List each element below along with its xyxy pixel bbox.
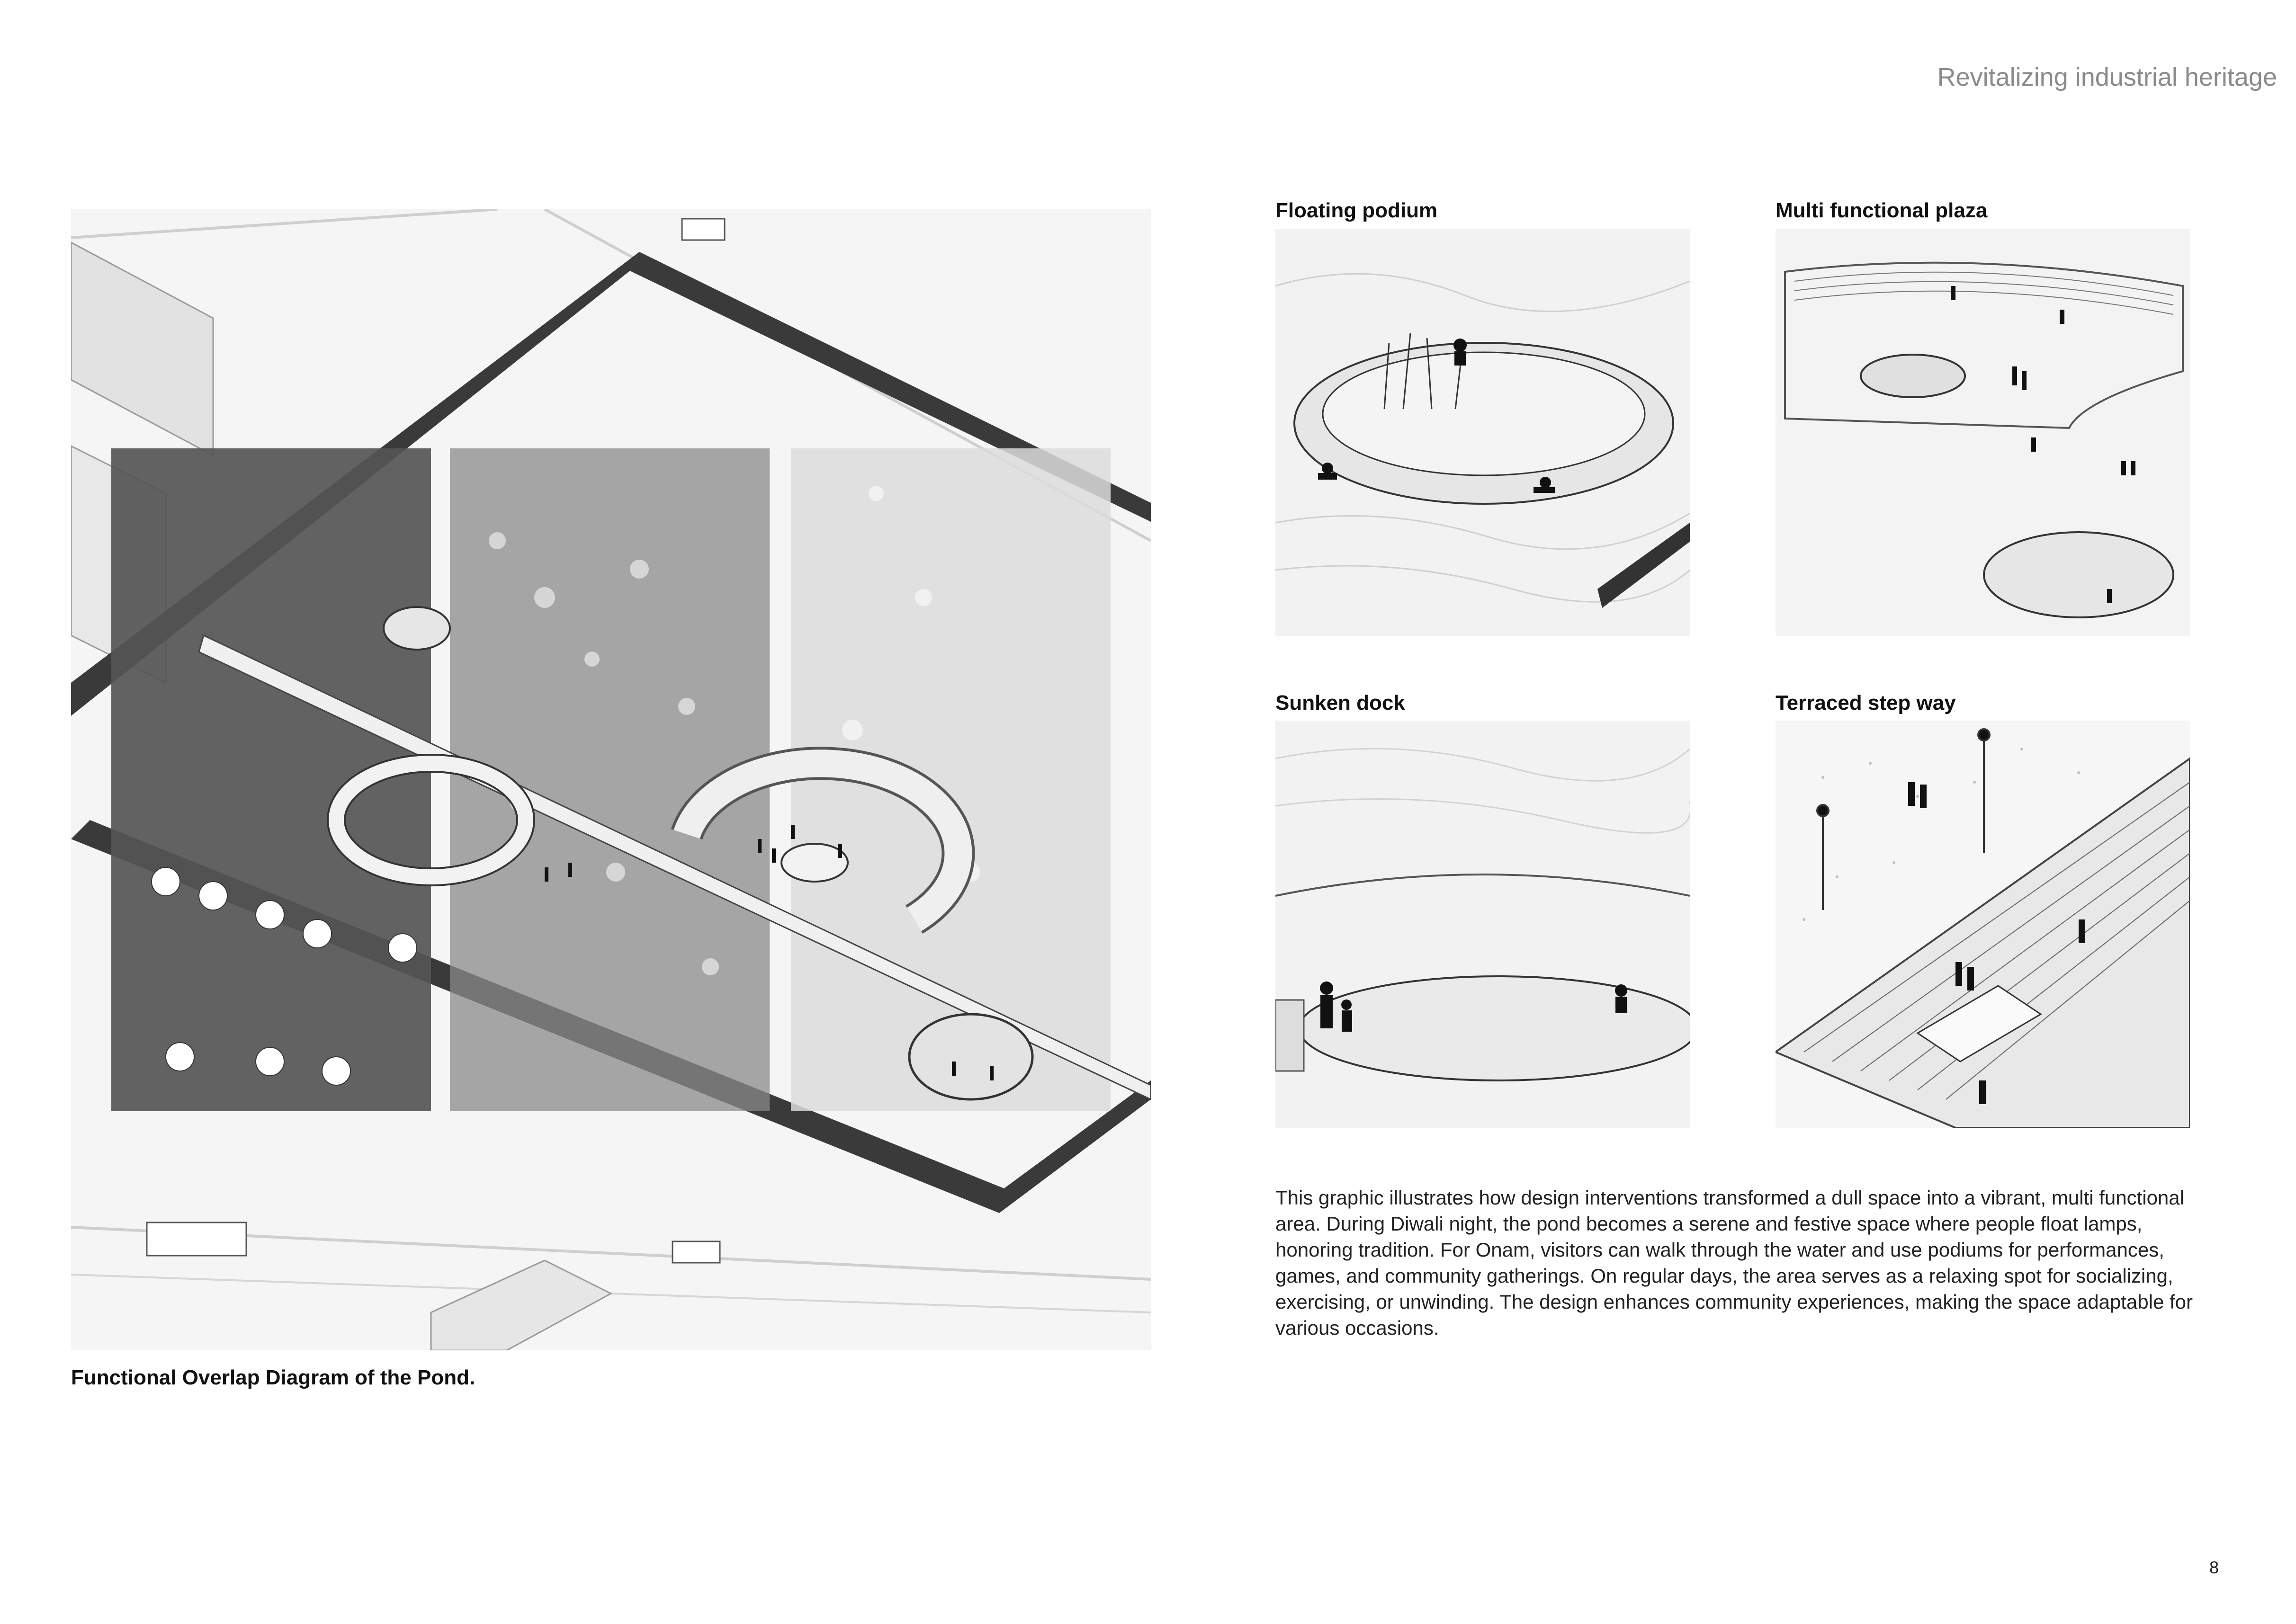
page-header-title: Revitalizing industrial heritage <box>1937 63 2277 91</box>
functional-overlap-diagram <box>71 209 1151 1350</box>
sunken-dock-illustration <box>1275 721 1690 1128</box>
panel-title-sunken-dock: Sunken dock <box>1275 691 1405 714</box>
diagram-illustration <box>71 209 1151 1350</box>
multi-functional-plaza-illustration <box>1776 229 2190 636</box>
panel-floating-podium <box>1275 229 1690 636</box>
page-number: 8 <box>2209 1558 2219 1577</box>
panel-multi-functional-plaza <box>1776 229 2190 636</box>
panel-title-multi-functional-plaza: Multi functional plaza <box>1776 199 1988 222</box>
panel-sunken-dock <box>1275 721 1690 1128</box>
terraced-step-way-illustration <box>1776 721 2190 1128</box>
panel-title-floating-podium: Floating podium <box>1275 199 1438 222</box>
description-paragraph: This graphic illustrates how design interventions transformed a dull space into a vibrant, multi functional area. During Diwali night, the pond becomes a serene and festive space where people float lamps, honoring tradition. For Onam, visitors can walk through the water and use podiums for performances, games, and community gatherings. On regular days, the area serves as a relaxing spot for socializing, exercising, or unwinding. The design enhances community experiences, making the space adaptable for various occasions. <box>1275 1187 2193 1339</box>
floating-podium-illustration <box>1275 229 1690 636</box>
main-figure-caption: Functional Overlap Diagram of the Pond. <box>71 1366 475 1389</box>
panel-terraced-step-way <box>1776 721 2190 1128</box>
panel-title-terraced-step-way: Terraced step way <box>1776 691 1956 714</box>
